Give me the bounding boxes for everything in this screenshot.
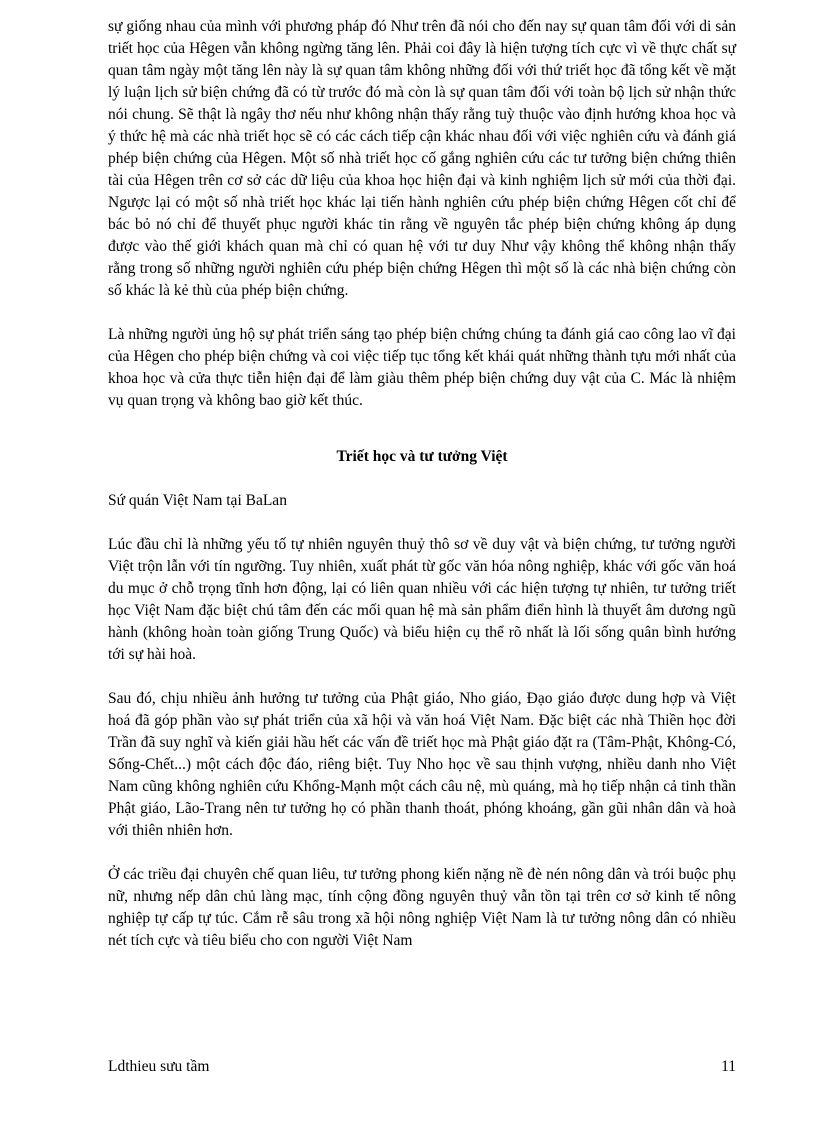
page-footer: [108, 1056, 736, 1078]
paragraph-origins: Lúc đầu chỉ là những yếu tố tự nhiên nguyên thuỷ thô sơ về duy vật và biện chứng, tư tưởng người Việt trộn lẫn với tín ngưỡng. Tuy nhiên, xuất phát từ gốc văn hóa nông nghiệp, khác với gốc văn hoá du mục ở chỗ trọng tĩnh hơn động, lại có liên quan nhiều với các hiện tượng tự nhiên, tư tưởng triết học Việt Nam đặc biệt chú tâm đến các mối quan hệ mà sản phẩm điển hình là thuyết âm dương ngũ hành (không hoàn toàn giống Trung Quốc) và biểu hiện cụ thể rõ nhất là lối sống quân bình hướng tới sự hài hoà.: [108, 536, 736, 663]
source-line: Sứ quán Việt Nam tại BaLan: [108, 492, 287, 509]
page-body: [108, 16, 736, 974]
paragraph-hegen-legacy: Là những người ủng hộ sự phát triển sáng tạo phép biện chứng chúng ta đánh giá cao công lao vĩ đại của Hêgen cho phép biện chứng và coi việc tiếp tục tổng kết khái quát những thành tựu mới nhất của khoa học và cửa thực tiễn hiện đại để làm giàu thêm phép biện chứng duy vật của C. Mác là nhiệm vụ quan trọng và không bao giờ kết thúc.: [108, 326, 736, 409]
paragraph-feudal: Ở các triều đại chuyên chế quan liêu, tư tưởng phong kiến nặng nề đè nén nông dân và trói buộc phụ nữ, nhưng nếp dân chủ làng mạc, tính cộng đồng nguyên thuỷ vẫn tồn tại trên cơ sở kinh tế nông nghiệp tự cấp tự túc. Cắm rễ sâu trong xã hội nông nghiệp Việt Nam là tư tưởng nông dân có nhiều nét tích cực và tiêu biểu cho con người Việt Nam: [108, 866, 736, 949]
paragraph-hegen-interest: sự giống nhau của mình với phương pháp đó Như trên đã nói cho đến nay sự quan tâm đối với di sản triết học của Hêgen vẫn không ngừng tăng lên. Phải coi đây là hiện tượng tích cực vì về thực chất sự quan tâm ngày một tăng lên này là sự quan tâm không những đối với thứ triết học đã tổng kết về mặt lý luận lịch sử biện chứng đã có từ trước đó mà còn là sự quan tâm đối với toàn bộ lịch sử nhận thức nói chung. Sẽ thật là ngây thơ nếu như không nhận thấy rằng tuỳ thuộc vào định hướng khoa học và ý thức hệ mà các nhà triết học sẽ có các cách tiếp cận khác nhau đối với việc nghiên cứu và đánh giá phép biện chứng của Hêgen. Một số nhà triết học cố gắng nghiên cứu các tư tưởng biện chứng thiên tài của Hêgen trên cơ sở các dữ liệu của khoa học hiện đại và kinh nghiệm lịch sử mới của thời đại. Ngược lại có một số nhà triết học khác lại tiến hành nghiên cứu phép biện chứng Hêgen cốt chỉ để bác bỏ nó chỉ để thuyết phục người khác tin rằng về nguyên tắc phép biện chứng không áp dụng được vào thế giới khách quan mà chỉ có quan hệ với tư duy Như vậy không thể không nhận thấy rằng trong số những người nghiên cứu phép biện chứng Hêgen thì một số là các nhà biện chứng còn số khác là kẻ thù của phép biện chứng.: [108, 18, 736, 299]
footer-credit: Ldthieu sưu tầm: [108, 1058, 210, 1075]
paragraph-religions: Sau đó, chịu nhiều ảnh hưởng tư tưởng của Phật giáo, Nho giáo, Đạo giáo được dung hợp và Việt hoá đã góp phần vào sự phát triển của xã hội và văn hoá Việt Nam. Đặc biệt các nhà Thiền học đời Trần đã suy nghĩ và kiến giải hầu hết các vấn đề triết học mà Phật giáo đặt ra (Tâm-Phật, Không-Có, Sống-Chết...) một cách độc đáo, riêng biệt. Tuy Nho học về sau thịnh vượng, nhiều danh nho Việt Nam cũng không nghiên cứu Khổng-Mạnh một cách câu nệ, mù quáng, mà họ tiếp nhận cả tinh thần Phật giáo, Lão-Trang nên tư tưởng họ có phần thanh thoát, phóng khoáng, gần gũi nhân dân và hoà với thiên nhiên hơn.: [108, 690, 736, 839]
page-number: 11: [721, 1058, 736, 1075]
section-title: Triết học và tư tưởng Việt: [336, 448, 508, 465]
